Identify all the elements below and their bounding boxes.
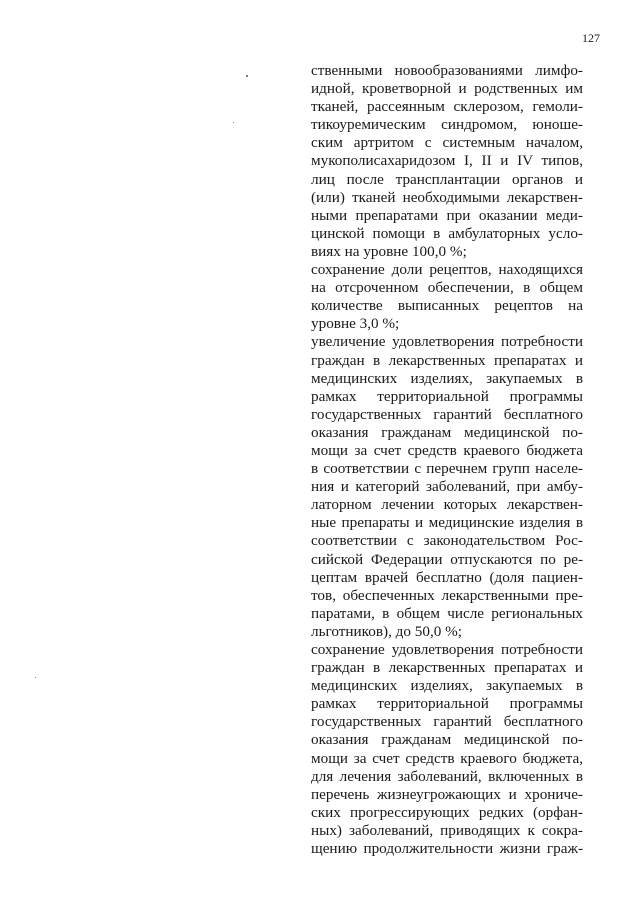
text-line: ственными новообразованиями лимфо- (311, 62, 583, 79)
text-line: рамках территориальной программы (311, 387, 583, 405)
scan-speck (233, 122, 234, 123)
text-line: цептам врачей бесплатно (доля пациен- (311, 568, 583, 586)
text-line: государственных гарантий бесплатного (311, 405, 583, 423)
text-line: ния и категорий заболеваний, при амбу- (311, 478, 583, 496)
text-line: в соответствии с перечнем групп населе- (311, 460, 583, 478)
text-line: количестве выписанных рецептов на (311, 297, 583, 315)
text-line: на отсроченном обеспечении, в общем (311, 279, 583, 297)
text-line: медицинских изделиях, закупаемых в (311, 677, 583, 695)
text-line: перечень жизнеугрожающих и хрониче- (311, 785, 583, 803)
text-line: мощи за счет средств краевого бюджета, (311, 749, 583, 767)
paragraph (311, 641, 583, 858)
text-line: тов, обеспеченных лекарственными пре- (311, 586, 583, 604)
text-line: оказания гражданам медицинской по- (311, 731, 583, 749)
text-line: паратами, в общем числе региональных (311, 604, 583, 622)
text-line: мукополисахаридозом I, II и IV типов, (311, 152, 583, 170)
text-line: сохранение удовлетворения потребности (311, 641, 583, 658)
text-line: тканей, рассеянным склерозом, гемоли- (311, 98, 583, 116)
text-line: идной, кроветворной и родственных им (311, 80, 583, 98)
text-line: медицинских изделиях, закупаемых в (311, 369, 583, 387)
scan-speck (246, 75, 248, 77)
text-line: граждан в лекарственных препаратах и (311, 351, 583, 369)
text-line: сийской Федерации отпускаются по ре- (311, 550, 583, 568)
text-line: (или) тканей необходимыми лекарствен- (311, 188, 583, 206)
text-line: лиц после трансплантации органов и (311, 170, 583, 188)
paragraph (311, 261, 583, 333)
text-line: цинской помощи в амбулаторных усло- (311, 224, 583, 242)
text-line: для лечения заболеваний, включенных в (311, 767, 583, 785)
text-line: увеличение удовлетворения потребности (311, 333, 583, 351)
paragraph (311, 62, 583, 261)
text-line: рамках территориальной программы (311, 695, 583, 713)
scan-speck (35, 677, 36, 678)
document-text-column (311, 62, 583, 858)
text-line: ных) заболеваний, приводящих к сокра- (311, 821, 583, 839)
text-line: государственных гарантий бесплатного (311, 713, 583, 731)
text-line: соответствии с законодательством Рос- (311, 532, 583, 550)
text-line: сохранение доли рецептов, находящихся (311, 261, 583, 279)
text-line: мощи за счет средств краевого бюджета (311, 441, 583, 459)
text-line: ные препараты и медицинские изделия в (311, 514, 583, 532)
text-line: льготников), до 50,0 %; (311, 622, 463, 640)
text-line: латорном лечении которых лекарствен- (311, 496, 583, 514)
text-line: ными препаратами при оказании меди- (311, 206, 583, 224)
page-number: 127 (582, 31, 600, 45)
paragraph (311, 333, 583, 641)
text-line: оказания гражданам медицинской по- (311, 423, 583, 441)
text-line: тикоуремическим синдромом, юноше- (311, 116, 583, 134)
text-line: виях на уровне 100,0 %; (311, 242, 467, 260)
text-line: ским артритом с системным началом, (311, 134, 583, 152)
text-line: уровне 3,0 %; (311, 315, 400, 333)
text-line: ских прогрессирующих редких (орфан- (311, 803, 583, 821)
text-line: щению продолжительности жизни граж- (311, 840, 583, 858)
text-line: граждан в лекарственных препаратах и (311, 659, 583, 677)
